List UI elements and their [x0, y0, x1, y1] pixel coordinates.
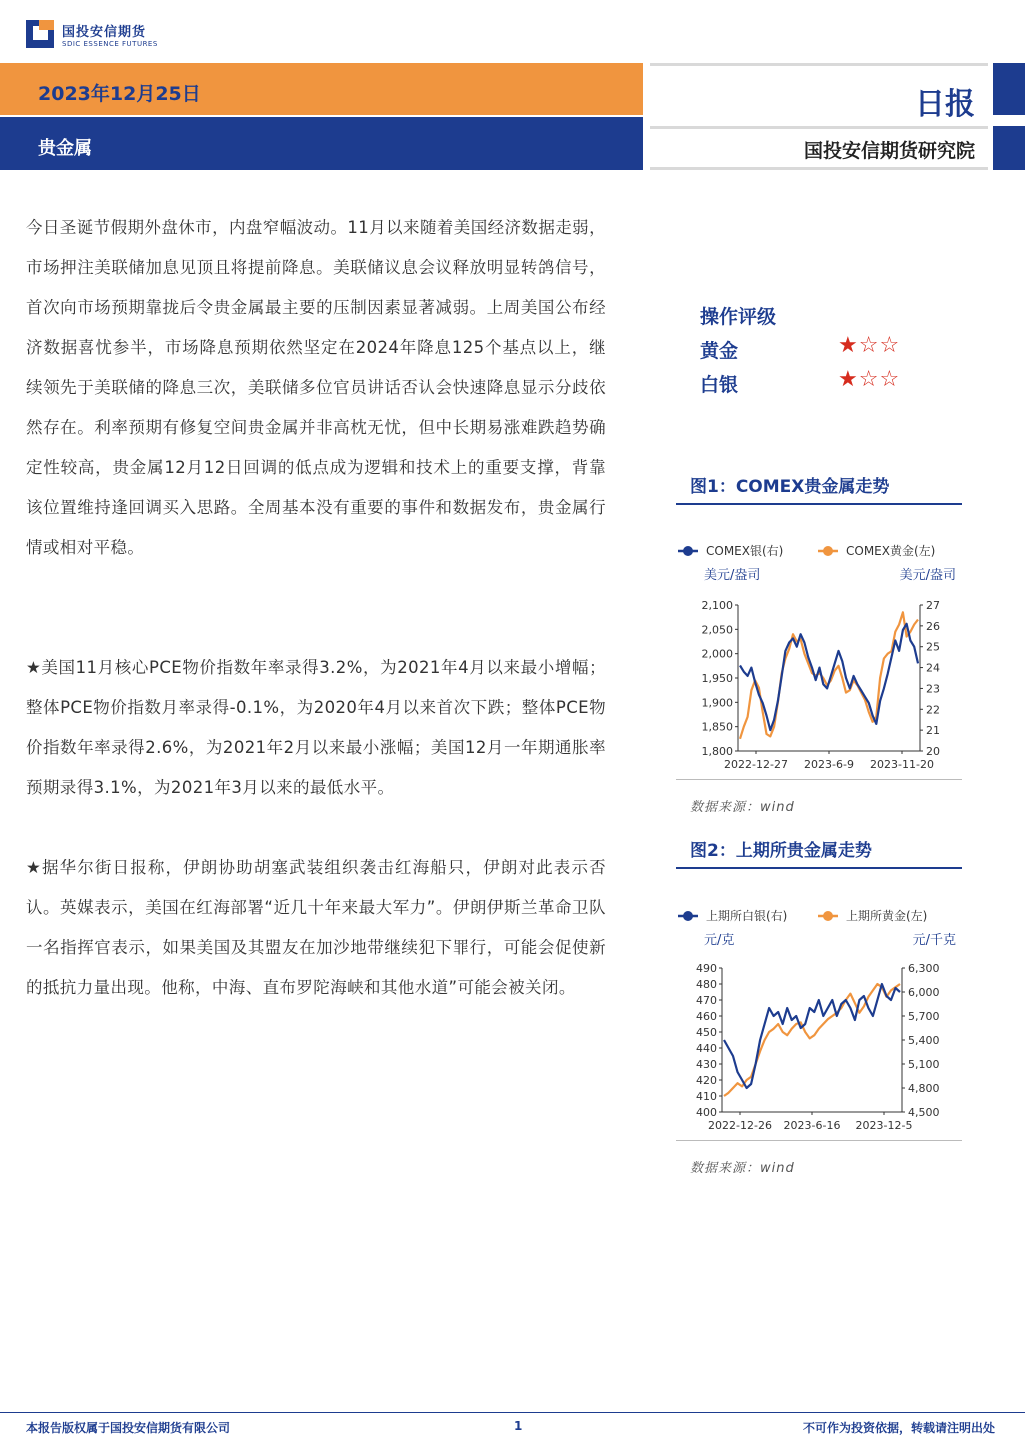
figure-2-bottom-rule	[676, 1140, 962, 1141]
right-tick-label: 20	[926, 745, 940, 758]
left-tick-label: 2,100	[701, 599, 733, 612]
header-blue-block	[993, 63, 1025, 115]
report-date: 2023年12月25日	[38, 83, 201, 105]
left-axis-unit: 美元/盎司	[704, 568, 761, 583]
right-axis-unit: 美元/盎司	[899, 568, 956, 583]
divider	[650, 167, 988, 170]
right-tick-label: 4,500	[908, 1106, 940, 1119]
footer-disclaimer: 不可作为投资依据，转载请注明出处	[802, 1421, 995, 1435]
series-line-left	[724, 984, 900, 1096]
rating-silver-label: 白银	[700, 374, 739, 396]
figure-1-rule	[676, 503, 962, 505]
left-tick-label: 400	[696, 1106, 717, 1119]
rating-gold-label: 黄金	[700, 340, 739, 362]
figure-1-chart	[676, 535, 966, 780]
legend-marker	[823, 546, 833, 556]
right-tick-label: 5,100	[908, 1058, 940, 1071]
x-tick-label: 2022-12-26	[708, 1119, 772, 1132]
header-blue-block	[993, 126, 1025, 170]
left-tick-label: 460	[696, 1010, 717, 1023]
x-tick-label: 2023-12-5	[855, 1119, 913, 1132]
legend-marker	[823, 911, 833, 921]
legend-marker	[683, 546, 693, 556]
body-paragraph: 今日圣诞节假期外盘休市，内盘窄幅波动。11月以来随着美国经济数据走弱，市场押注美联储加息见顶且将提前降息。美联储议息会议释放明显转鸽信号，首次向市场预期靠拢后令贵金属最主要的压制因素显著减弱。上周美国公布经济数据喜忧参半，市场降息预期依然坚定在2024年降息125个基点以上，继续领先于美联储的降息三次，美联储多位官员讲话否认会快速降息显示分歧依然存在。利率预期有修复空间贵金属并非高枕无忧，但中长期易涨难跌趋势确定性较高，贵金属12月12日回调的低点成为逻辑和技术上的重要支撑，背靠该位置维持逢回调买入思路。全周基本没有重要的事件和数据发布，贵金属行情或相对平稳。	[26, 218, 606, 557]
figure-1-title: 图1：COMEX贵金属走势	[690, 477, 890, 497]
x-tick-label: 2022-12-27	[724, 758, 788, 771]
series-line-right	[740, 624, 918, 730]
rating-title: 操作评级	[700, 306, 777, 328]
logo-name: 国投安信期货	[62, 24, 147, 40]
logo-name-en: SDIC ESSENCE FUTURES	[62, 39, 158, 48]
left-axis-unit: 元/克	[704, 933, 735, 948]
left-tick-label: 430	[696, 1058, 717, 1071]
legend-label: COMEX银(右)	[706, 544, 784, 558]
right-tick-label: 22	[926, 703, 940, 717]
left-tick-label: 450	[696, 1026, 717, 1039]
x-tick-label: 2023-11-20	[870, 758, 934, 771]
right-tick-label: 4,800	[908, 1082, 940, 1095]
left-tick-label: 1,850	[701, 720, 733, 734]
left-tick-label: 470	[696, 994, 717, 1007]
figure-1-source: 数据来源：wind	[690, 800, 795, 815]
right-tick-label: 25	[926, 640, 940, 654]
footer-page-number: 1	[514, 1419, 523, 1433]
report-type: 日报	[915, 87, 975, 122]
rating-gold-stars: ★☆☆	[838, 333, 901, 358]
header-blue-bar	[0, 117, 643, 170]
right-axis-unit: 元/千克	[912, 933, 956, 948]
legend-label: COMEX黄金(左)	[846, 544, 936, 558]
figure-2-rule	[676, 867, 962, 869]
right-tick-label: 6,300	[908, 962, 940, 975]
report-sector: 贵金属	[38, 138, 92, 159]
left-tick-label: 2,000	[701, 647, 733, 661]
institute-name: 国投安信期货研究院	[803, 140, 975, 162]
x-tick-label: 2023-6-16	[783, 1119, 841, 1132]
left-tick-label: 2,050	[701, 623, 733, 637]
right-tick-label: 5,400	[908, 1034, 940, 1047]
left-tick-label: 480	[696, 978, 717, 991]
figure-2-chart	[676, 900, 966, 1142]
legend-label: 上期所黄金(左)	[846, 909, 928, 923]
left-tick-label: 440	[696, 1042, 717, 1055]
company-logo	[26, 18, 158, 50]
left-tick-label: 420	[696, 1074, 717, 1087]
body-paragraph: ★据华尔街日报称，伊朗协助胡塞武装组织袭击红海船只，伊朗对此表示否认。英媒表示，美国在红海部署“近几十年来最大军力”。伊朗伊斯兰革命卫队一名指挥官表示，如果美国及其盟友在加沙地带继续犯下罪行，可能会促使新的抵抗力量出现。他称，中海、直布罗陀海峡和其他水道”可能会被关闭。	[26, 858, 606, 997]
figure-2-source: 数据来源：wind	[690, 1161, 795, 1176]
right-tick-label: 24	[926, 661, 940, 675]
legend-marker	[683, 911, 693, 921]
right-tick-label: 21	[926, 724, 940, 738]
divider	[650, 126, 988, 129]
right-tick-label: 5,700	[908, 1010, 940, 1023]
logo-icon	[26, 20, 54, 48]
left-tick-label: 1,800	[701, 745, 733, 758]
left-tick-label: 1,900	[701, 696, 733, 710]
right-tick-label: 27	[926, 599, 940, 612]
body-paragraph: ★美国11月核心PCE物价指数年率录得3.2%，为2021年4月以来最小增幅；整体PCE物价指数月率录得-0.1%，为2020年4月以来首次下跌；整体PCE物价指数年率录得2.6%，为2021年2月以来最小涨幅；美国12月一年期通胀率预期录得3.1%，为2021年3月以来的最低水平。	[26, 658, 606, 797]
left-tick-label: 410	[696, 1090, 717, 1103]
legend-label: 上期所白银(右)	[706, 909, 788, 923]
right-tick-label: 26	[926, 619, 940, 633]
divider	[650, 63, 988, 66]
rating-silver-stars: ★☆☆	[838, 367, 901, 392]
left-tick-label: 1,950	[701, 672, 733, 685]
footer-copyright: 本报告版权属于国投安信期货有限公司	[26, 1421, 231, 1435]
right-tick-label: 23	[926, 682, 940, 696]
figure-2-title: 图2：上期所贵金属走势	[690, 841, 872, 861]
left-tick-label: 490	[696, 962, 717, 975]
figure-1-bottom-rule	[676, 779, 962, 780]
x-tick-label: 2023-6-9	[804, 758, 854, 771]
footer-rule	[0, 1412, 1025, 1413]
right-tick-label: 6,000	[908, 986, 940, 999]
